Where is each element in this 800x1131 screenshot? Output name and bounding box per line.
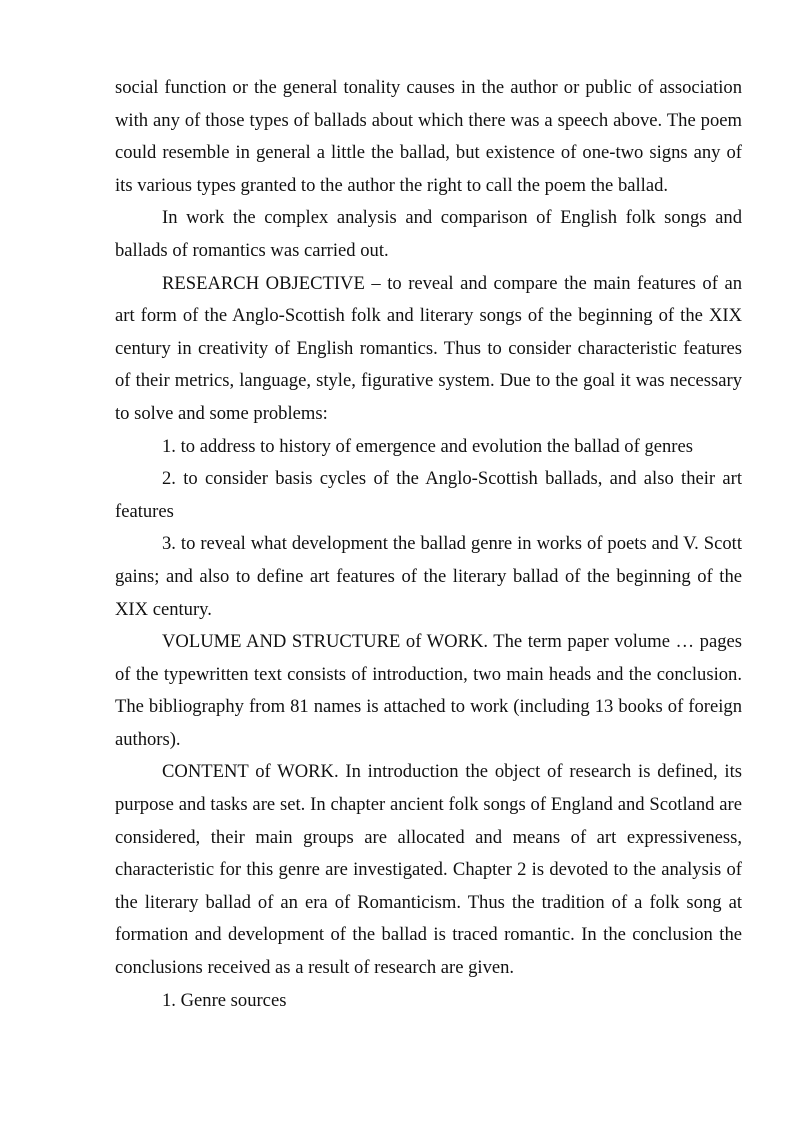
document-page <box>115 72 742 1017</box>
paragraph-analysis-summary: In work the complex analysis and comparison of English folk songs and ballads of romantics was carried out. <box>115 207 742 261</box>
list-item-task-2: 2. to consider basis cycles of the Anglo-Scottish ballads, and also their art features <box>115 468 742 522</box>
section-heading-genre-sources: 1. Genre sources <box>162 989 287 1011</box>
paragraph-volume-structure: VOLUME AND STRUCTURE of WORK. The term paper volume … pages of the typewritten text consists of introduction, two main heads and the conclusion. The bibliography from 81 names is attached to work (including 13 books of foreign authors). <box>115 631 742 750</box>
list-item-task-3: 3. to reveal what development the ballad genre in works of poets and V. Scott gains; and also to define art features of the literary ballad of the beginning of the XIX century. <box>115 533 742 620</box>
paragraph-research-objective: RESEARCH OBJECTIVE – to reveal and compare the main features of an art form of the Anglo-Scottish folk and literary songs of the beginning of the XIX century in creativity of English romantics. Thus to consider characteristic features of their metrics, language, style, figurative system. Due to the goal it was necessary to solve and some problems: <box>115 272 742 424</box>
list-item-task-1: 1. to address to history of emergence and evolution the ballad of genres <box>162 435 693 457</box>
paragraph-continuation: social function or the general tonality causes in the author or public of association with any of those types of ballads about which there was a speech above. The poem could resemble in general a little the ballad, but existence of one-two signs any of its various types granted to the author the right to call the poem the ballad. <box>115 77 742 196</box>
paragraph-content-of-work: CONTENT of WORK. In introduction the object of research is defined, its purpose and tasks are set. In chapter ancient folk songs of England and Scotland are considered, their main groups are allocated and means of art expressiveness, characteristic for this genre are investigated. Chapter 2 is devoted to the analysis of the literary ballad of an era of Romanticism. Thus the tradition of a folk song at formation and development of the ballad is traced romantic. In the conclusion the conclusions received as a result of research are given. <box>115 761 742 979</box>
